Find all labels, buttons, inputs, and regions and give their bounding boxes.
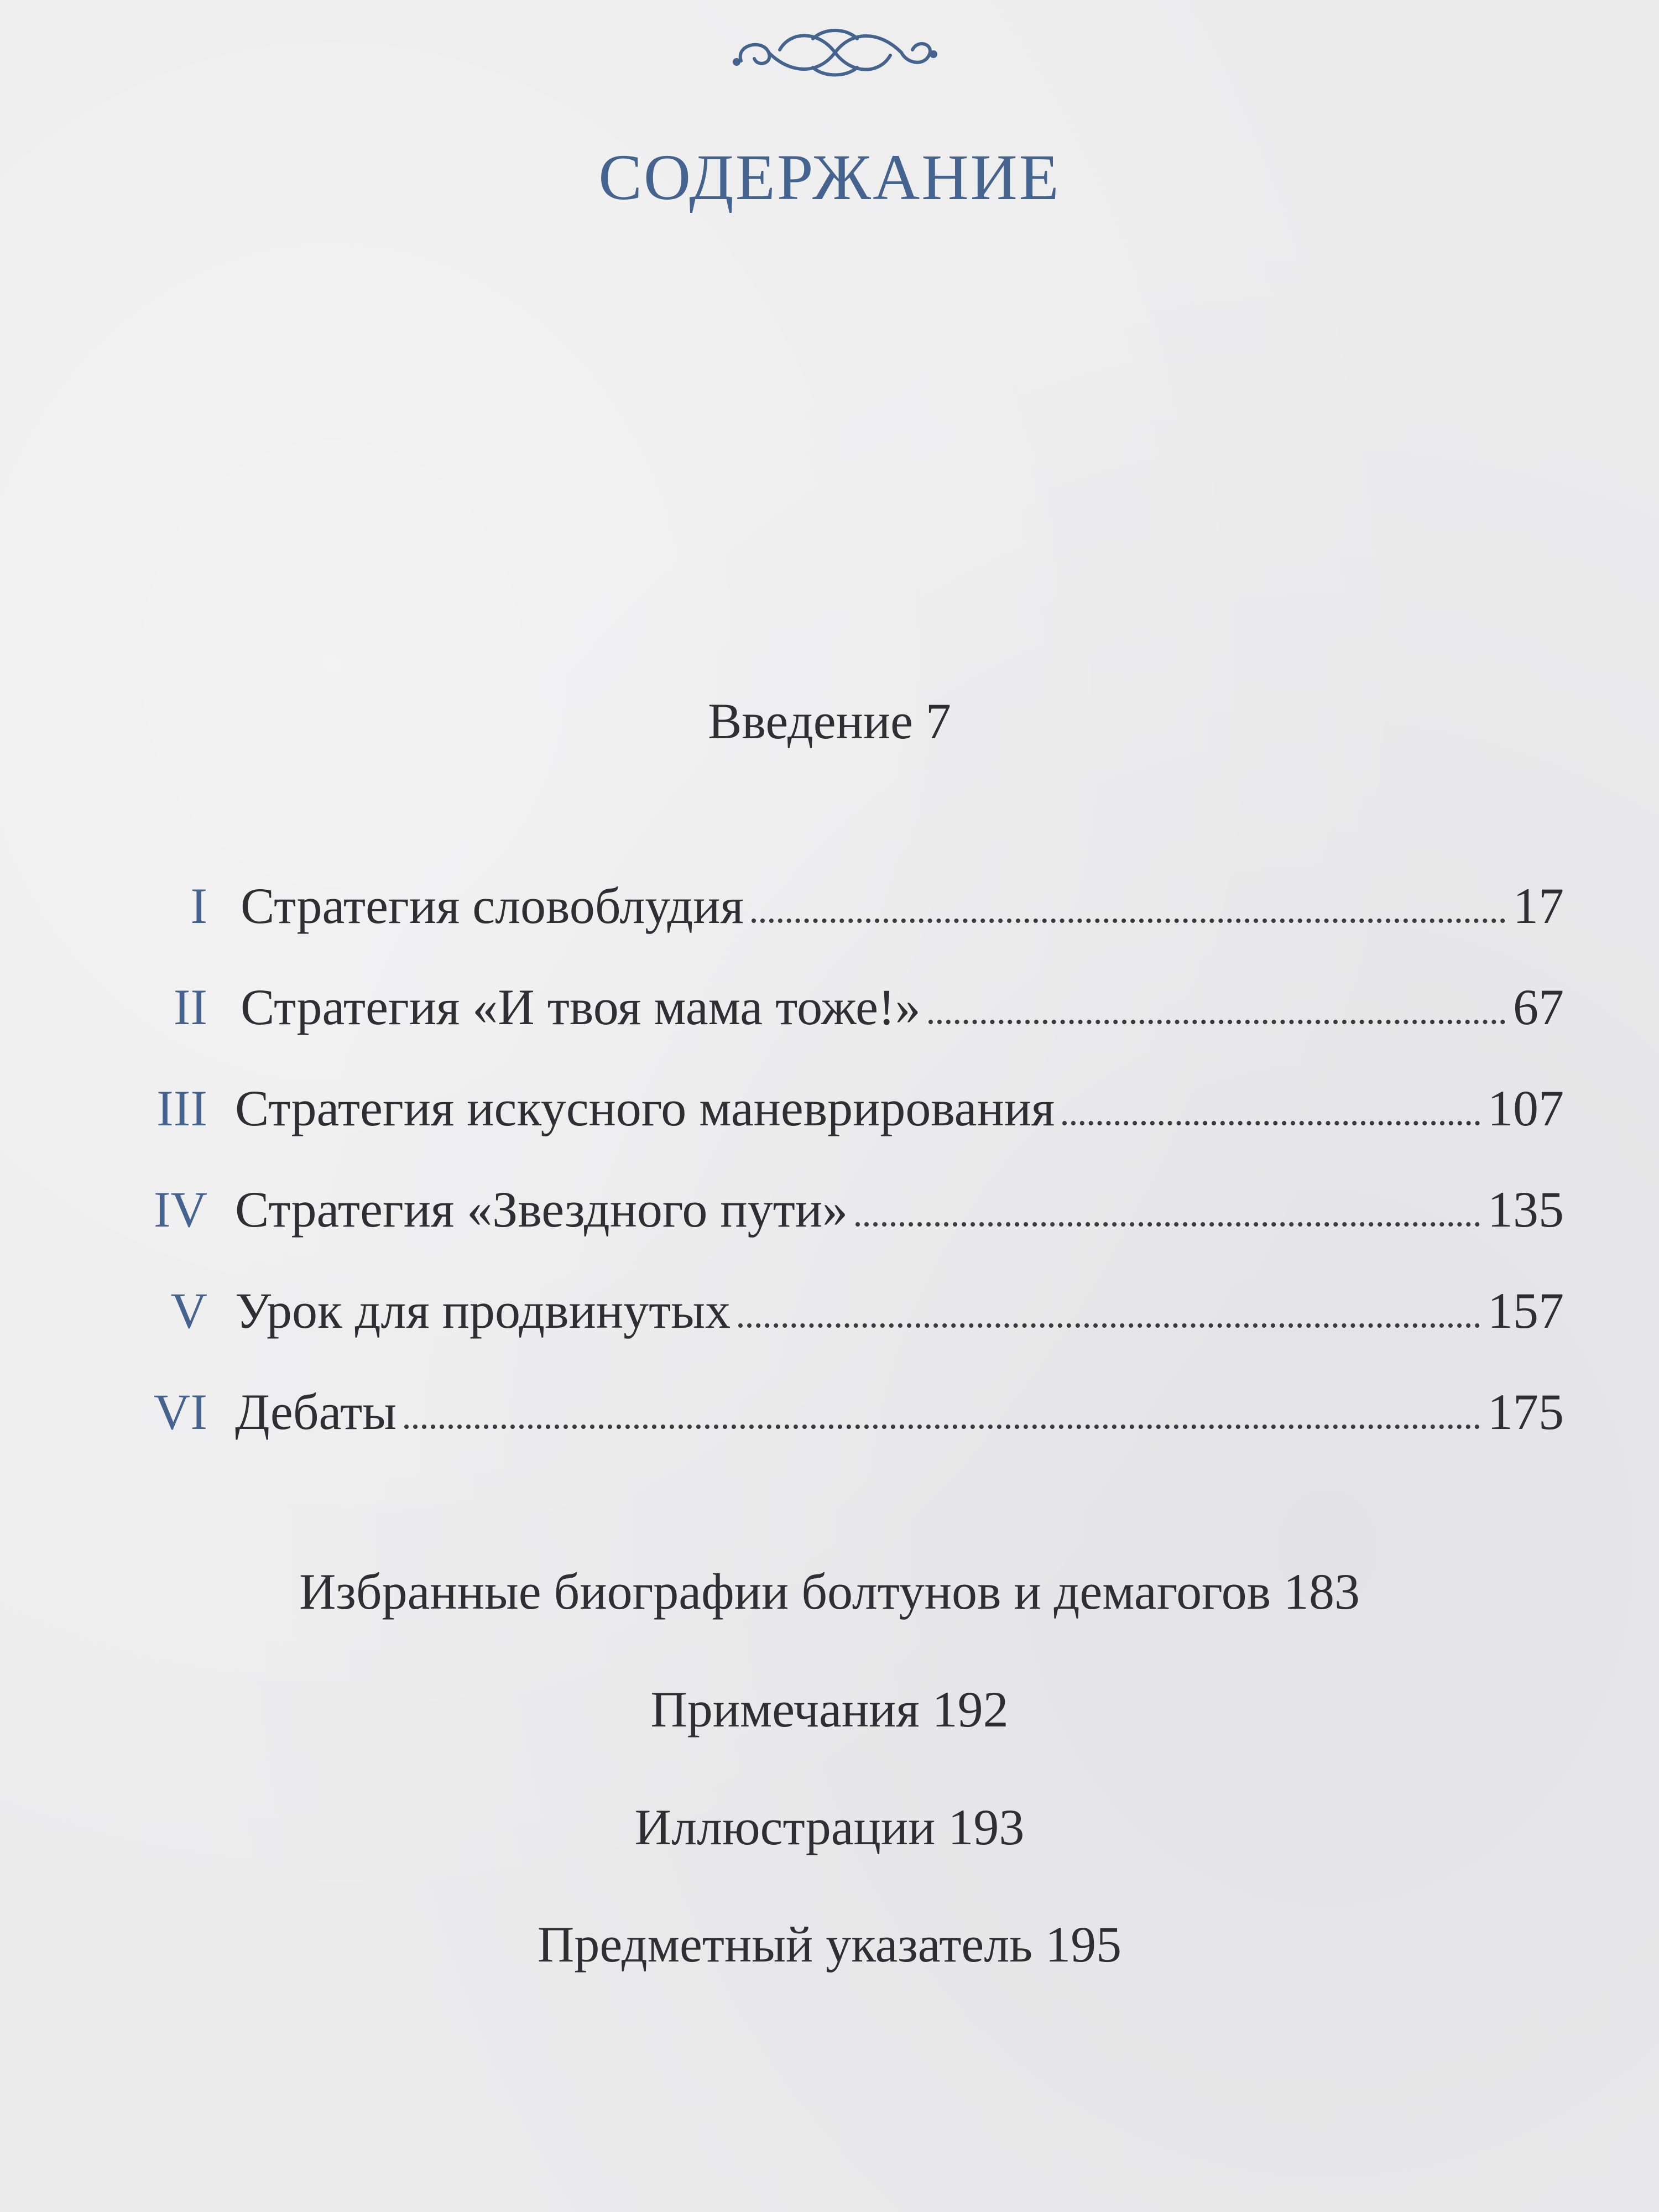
chapter-numeral: II [173,979,207,1035]
dot-leader [404,1424,1480,1429]
chapter-title: Урок для продвинутых [235,1282,731,1339]
toc-chapter-row [0,880,1659,941]
back-matter-entry: Предметный указатель 195 [537,1916,1122,1973]
introduction-entry: Введение 7 [708,693,951,749]
chapter-page-number: 67 [1513,979,1564,1035]
chapter-title: Стратегия словоблудия [241,878,744,934]
toc-chapter-row [0,1386,1659,1447]
chapter-numeral: I [190,878,207,934]
chapter-title: Стратегия «И твоя мама тоже!» [241,979,921,1035]
chapter-page-number: 157 [1488,1282,1564,1339]
chapter-title: Стратегия искусного маневрирования [235,1080,1055,1136]
chapter-title: Стратегия «Звездного пути» [235,1181,848,1238]
chapter-numeral: V [170,1282,207,1339]
dot-leader [1062,1120,1480,1125]
toc-chapter-row [0,1282,1659,1346]
dot-leader [855,1222,1480,1227]
back-matter-entry: Примечания 192 [650,1681,1009,1738]
page-title: СОДЕРЖАНИЕ [598,141,1061,213]
chapter-page-number: 135 [1488,1181,1564,1238]
chapter-title: Дебаты [235,1384,397,1440]
chapter-page-number: 175 [1488,1384,1564,1440]
chapter-numeral: VI [153,1384,207,1440]
dot-leader [928,1019,1505,1024]
dot-leader [752,918,1505,923]
chapter-page-number: 17 [1513,878,1564,934]
back-matter-entry: Иллюстрации 193 [634,1799,1025,1855]
chapter-numeral: IV [153,1181,207,1238]
toc-chapter-row [0,979,1659,1042]
toc-chapter-row [0,1080,1659,1144]
flourish-ornament-icon [730,22,940,83]
chapter-numeral: III [156,1080,207,1136]
chapter-page-number: 107 [1488,1080,1564,1136]
dot-leader [738,1323,1480,1328]
back-matter-entry: Избранные биографии болтунов и демагогов 183 [299,1563,1360,1620]
toc-chapter-row [0,1181,1659,1245]
